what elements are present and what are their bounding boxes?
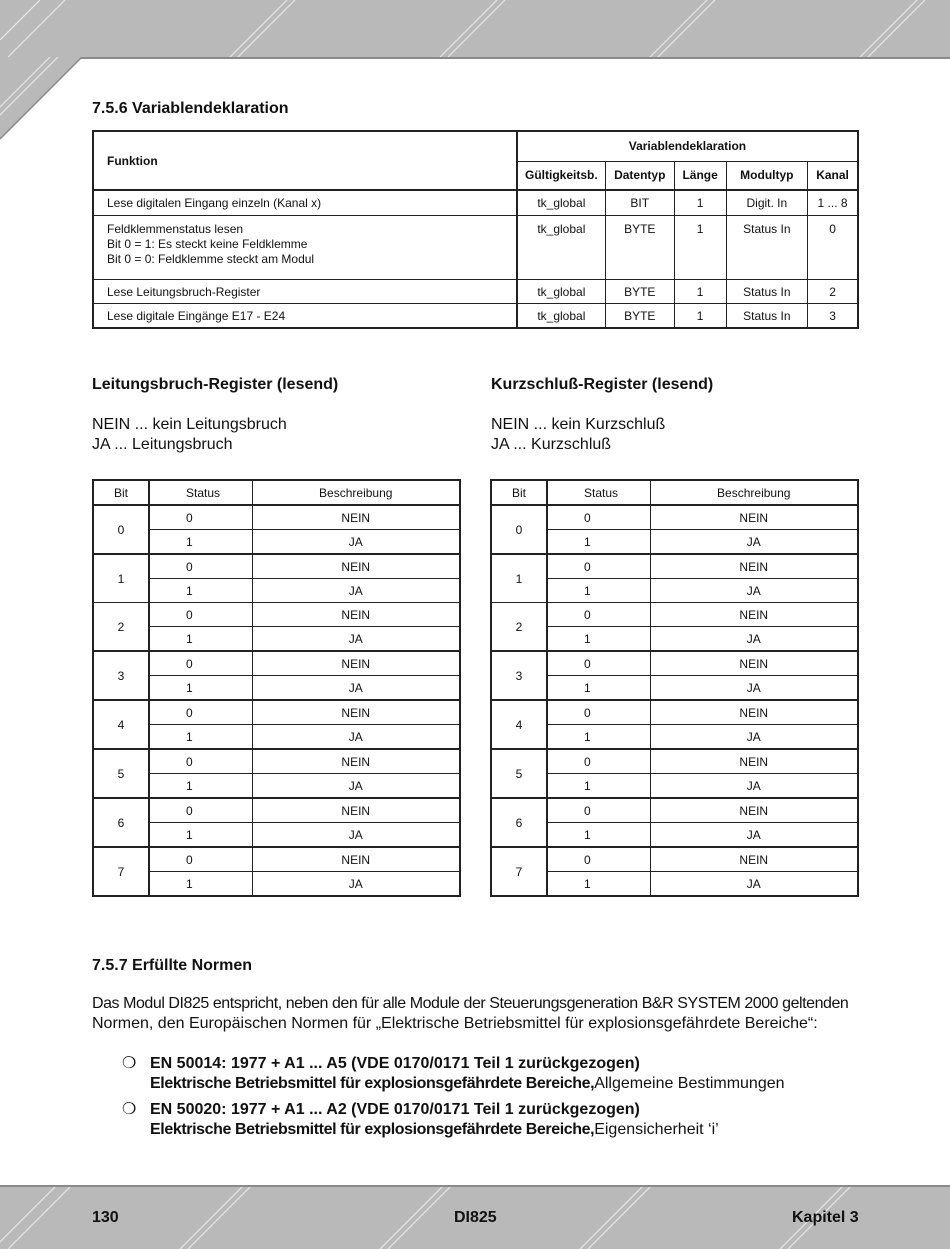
table-row xyxy=(491,627,858,652)
description-cell: JA xyxy=(252,676,460,701)
table-row xyxy=(491,725,858,750)
section-title-normen: 7.5.7 Erfüllte Normen xyxy=(92,957,253,974)
col-header: Gültigkeitsb. xyxy=(517,161,605,190)
norm-title: EN 50014: 1977 + A1 ... A5 (VDE 0170/0171 Teil 1 zurückgezogen) xyxy=(150,1055,640,1072)
bit-cell: 0 xyxy=(93,505,149,554)
table-row xyxy=(93,280,858,304)
col-header: Status xyxy=(547,480,650,505)
status-cell: 0 xyxy=(547,603,650,627)
description-cell: NEIN xyxy=(650,847,858,872)
bit-cell: 5 xyxy=(93,749,149,798)
table-row xyxy=(491,554,858,579)
table-row xyxy=(491,774,858,799)
description-cell: NEIN xyxy=(650,554,858,579)
page-number: 130 xyxy=(92,1209,119,1226)
table-row xyxy=(93,651,460,676)
cell: BYTE xyxy=(605,304,674,329)
status-cell: 1 xyxy=(547,774,650,799)
cell: Status In xyxy=(726,216,808,280)
status-cell: 0 xyxy=(149,847,252,872)
table-row xyxy=(93,190,858,216)
description-cell: NEIN xyxy=(650,505,858,530)
col-header-group: Variablendeklaration xyxy=(517,131,858,161)
description-cell: JA xyxy=(252,872,460,897)
norm-item xyxy=(122,1054,785,1094)
table-row xyxy=(491,798,858,823)
bit-cell: 6 xyxy=(93,798,149,847)
description-cell: NEIN xyxy=(252,798,460,823)
normen-intro-line2: Normen, den Europäischen Normen für „Elektrische Betriebsmittel für explosionsgefährdete Bereiche“: xyxy=(92,1015,818,1032)
col-header: Modultyp xyxy=(726,161,808,190)
cell: 1 xyxy=(674,216,726,280)
norm-item xyxy=(122,1100,719,1140)
status-cell: 1 xyxy=(149,823,252,848)
bullet-circle-icon: ❍ xyxy=(122,1101,137,1118)
header-band xyxy=(0,0,950,59)
table-row xyxy=(491,847,858,872)
status-cell: 1 xyxy=(149,725,252,750)
description-cell: NEIN xyxy=(650,749,858,774)
cell-funktion xyxy=(93,216,517,280)
description-cell: NEIN xyxy=(252,505,460,530)
status-cell: 1 xyxy=(149,579,252,603)
description-cell: NEIN xyxy=(252,603,460,627)
description-cell: JA xyxy=(252,530,460,555)
status-cell: 0 xyxy=(547,847,650,872)
cell: 2 xyxy=(808,280,858,304)
leitungsbruch-legend-ja: JA ... Leitungsbruch xyxy=(92,436,233,453)
status-cell: 1 xyxy=(149,774,252,799)
norm-description: Allgemeine Bestimmungen xyxy=(594,1075,785,1092)
kurzschluss-register-table xyxy=(490,479,859,897)
description-cell: NEIN xyxy=(650,603,858,627)
norm-title: EN 50020: 1977 + A1 ... A2 (VDE 0170/0171 Teil 1 zurückgezogen) xyxy=(150,1101,640,1118)
bit-cell: 7 xyxy=(491,847,547,896)
status-cell: 0 xyxy=(149,603,252,627)
cell: 1 ... 8 xyxy=(808,190,858,216)
description-cell: NEIN xyxy=(252,651,460,676)
table-row xyxy=(93,304,858,329)
bit-cell: 2 xyxy=(491,603,547,652)
leitungsbruch-legend-nein: NEIN ... kein Leitungsbruch xyxy=(92,416,287,433)
status-cell: 1 xyxy=(547,676,650,701)
col-header: Beschreibung xyxy=(650,480,858,505)
table-row xyxy=(491,579,858,603)
table-row xyxy=(491,749,858,774)
status-cell: 0 xyxy=(149,505,252,530)
description-cell: JA xyxy=(650,872,858,897)
table-row xyxy=(93,505,460,530)
kurzschluss-legend-nein: NEIN ... kein Kurzschluß xyxy=(491,416,666,433)
description-cell: NEIN xyxy=(650,798,858,823)
kurzschluss-legend-ja: JA ... Kurzschluß xyxy=(491,436,612,453)
section-title-variablendeklaration: 7.5.6 Variablendeklaration xyxy=(92,100,289,117)
bit-cell: 5 xyxy=(491,749,547,798)
table-row xyxy=(93,774,460,799)
description-cell: JA xyxy=(650,823,858,848)
table-row xyxy=(491,651,858,676)
table-row xyxy=(491,700,858,725)
status-cell: 0 xyxy=(547,505,650,530)
cell-funktion: Lese Leitungsbruch-Register xyxy=(93,280,517,304)
cell: BYTE xyxy=(605,280,674,304)
cell: Status In xyxy=(726,280,808,304)
col-header: Bit xyxy=(93,480,149,505)
variable-declaration-table xyxy=(92,130,859,329)
description-cell: JA xyxy=(252,725,460,750)
description-cell: NEIN xyxy=(650,651,858,676)
status-cell: 1 xyxy=(149,872,252,897)
table-row xyxy=(93,216,858,280)
cell: 3 xyxy=(808,304,858,329)
description-cell: NEIN xyxy=(252,554,460,579)
norm-description: Eigensicherheit ‘i’ xyxy=(594,1121,719,1138)
status-cell: 0 xyxy=(547,798,650,823)
status-cell: 1 xyxy=(149,676,252,701)
status-cell: 0 xyxy=(149,651,252,676)
description-cell: JA xyxy=(650,579,858,603)
status-cell: 0 xyxy=(547,749,650,774)
table-row xyxy=(93,823,460,848)
description-cell: JA xyxy=(650,725,858,750)
cell-funktion: Lese digitale Eingänge E17 - E24 xyxy=(93,304,517,329)
description-cell: NEIN xyxy=(252,749,460,774)
bit-cell: 0 xyxy=(491,505,547,554)
description-cell: JA xyxy=(252,823,460,848)
description-cell: JA xyxy=(252,579,460,603)
table-row xyxy=(491,603,858,627)
bit-cell: 3 xyxy=(93,651,149,700)
cell-funktion-line: Bit 0 = 1: Es steckt keine Feldklemme xyxy=(107,237,308,251)
status-cell: 0 xyxy=(547,700,650,725)
description-cell: JA xyxy=(650,774,858,799)
table-row xyxy=(93,700,460,725)
cell: 0 xyxy=(808,216,858,280)
description-cell: NEIN xyxy=(650,700,858,725)
status-cell: 0 xyxy=(149,700,252,725)
status-cell: 1 xyxy=(547,530,650,555)
description-cell: JA xyxy=(252,627,460,652)
status-cell: 1 xyxy=(547,627,650,652)
col-header: Länge xyxy=(674,161,726,190)
table-row xyxy=(93,530,460,555)
table-row xyxy=(93,627,460,652)
bit-cell: 6 xyxy=(491,798,547,847)
table-row xyxy=(491,676,858,701)
leitungsbruch-title: Leitungsbruch-Register (lesend) xyxy=(92,376,339,393)
cell: tk_global xyxy=(517,190,605,216)
bit-cell: 2 xyxy=(93,603,149,652)
table-row xyxy=(93,725,460,750)
status-cell: 0 xyxy=(149,554,252,579)
description-cell: JA xyxy=(252,774,460,799)
col-header: Status xyxy=(149,480,252,505)
cell: BIT xyxy=(605,190,674,216)
corner-decoration xyxy=(0,57,82,147)
status-cell: 1 xyxy=(547,872,650,897)
table-row xyxy=(93,676,460,701)
table-row xyxy=(93,603,460,627)
bit-cell: 4 xyxy=(491,700,547,749)
status-cell: 1 xyxy=(547,823,650,848)
table-row xyxy=(491,505,858,530)
status-cell: 0 xyxy=(547,554,650,579)
description-cell: NEIN xyxy=(252,847,460,872)
bit-cell: 7 xyxy=(93,847,149,896)
description-cell: NEIN xyxy=(252,700,460,725)
norm-subtitle: Elektrische Betriebsmittel für explosionsgefährdete Bereiche, xyxy=(150,1075,595,1092)
header-band-stripes xyxy=(0,0,950,57)
description-cell: JA xyxy=(650,530,858,555)
description-cell: JA xyxy=(650,627,858,652)
table-row xyxy=(93,749,460,774)
cell: Digit. In xyxy=(726,190,808,216)
cell: 1 xyxy=(674,280,726,304)
footer-module-name: DI825 xyxy=(454,1209,497,1226)
leitungsbruch-register-table xyxy=(92,479,461,897)
status-cell: 1 xyxy=(547,579,650,603)
table-row xyxy=(491,872,858,897)
status-cell: 1 xyxy=(149,627,252,652)
table-row xyxy=(93,847,460,872)
cell: 1 xyxy=(674,190,726,216)
cell: tk_global xyxy=(517,216,605,280)
bit-cell: 1 xyxy=(491,554,547,603)
cell-funktion: Lese digitalen Eingang einzeln (Kanal x) xyxy=(93,190,517,216)
bit-cell: 3 xyxy=(491,651,547,700)
cell: tk_global xyxy=(517,280,605,304)
norm-subtitle: Elektrische Betriebsmittel für explosionsgefährdete Bereiche, xyxy=(150,1121,595,1138)
normen-intro-line1: Das Modul DI825 entspricht, neben den für alle Module der Steuerungsgeneration B&R SYSTEM 2000 geltenden xyxy=(92,995,849,1012)
bit-cell: 1 xyxy=(93,554,149,603)
table-row xyxy=(491,823,858,848)
table-row xyxy=(491,530,858,555)
table-row xyxy=(93,554,460,579)
cell: tk_global xyxy=(517,304,605,329)
status-cell: 0 xyxy=(547,651,650,676)
table-row xyxy=(93,798,460,823)
status-cell: 1 xyxy=(149,530,252,555)
footer-chapter: Kapitel 3 xyxy=(792,1209,859,1226)
col-header-funktion: Funktion xyxy=(93,131,517,190)
cell: BYTE xyxy=(605,216,674,280)
col-header: Kanal xyxy=(808,161,858,190)
cell-funktion-line: Feldklemmenstatus lesen xyxy=(107,222,244,236)
kurzschluss-title: Kurzschluß-Register (lesend) xyxy=(491,376,714,393)
status-cell: 0 xyxy=(149,749,252,774)
status-cell: 0 xyxy=(149,798,252,823)
bullet-circle-icon: ❍ xyxy=(122,1055,137,1072)
status-cell: 1 xyxy=(547,725,650,750)
cell: Status In xyxy=(726,304,808,329)
description-cell: JA xyxy=(650,676,858,701)
col-header: Beschreibung xyxy=(252,480,460,505)
table-row xyxy=(93,579,460,603)
col-header: Bit xyxy=(491,480,547,505)
cell-funktion-line: Bit 0 = 0: Feldklemme steckt am Modul xyxy=(107,252,315,266)
bit-cell: 4 xyxy=(93,700,149,749)
col-header: Datentyp xyxy=(605,161,674,190)
table-row xyxy=(93,872,460,897)
cell: 1 xyxy=(674,304,726,329)
